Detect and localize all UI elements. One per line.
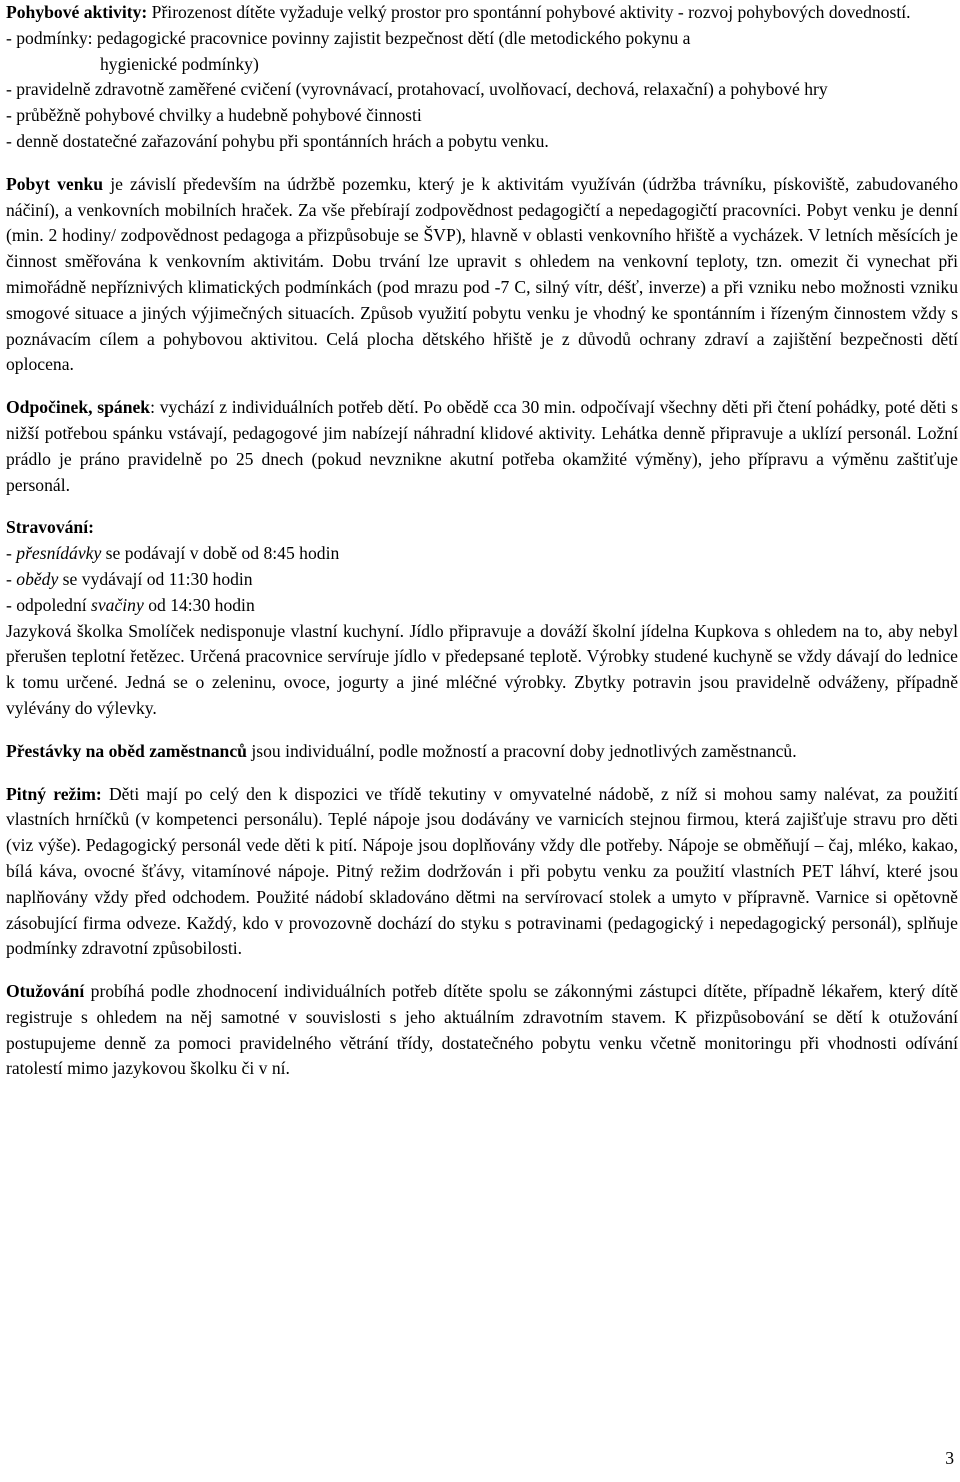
pohyb-line-4: - denně dostatečné zařazování pohybu při spontánních hrách a pobytu venku.	[6, 130, 549, 151]
strava-row-2-rest: se vydávají od 11:30 hodin	[58, 568, 253, 589]
odpocinek-heading: Odpočinek, spánek	[6, 397, 151, 418]
prestavky-paragraph	[6, 739, 958, 765]
odpocinek-paragraph	[6, 395, 958, 498]
otuzovani-paragraph	[6, 979, 958, 1082]
strava-row-1-rest: se podávají v době od 8:45 hodin	[101, 543, 340, 564]
spacer	[6, 962, 958, 979]
pobyt-heading: Pobyt venku	[6, 173, 104, 194]
spacer	[6, 722, 958, 739]
pobyt-text: je závislí především na údržbě pozemku, který je k aktivitám využíván (údržba trávníku, pískoviště, zabudovaného náčiní), a venkovních mobilních hraček. Za vše přebírají zodpovědnost pedagogičtí a nepedagogičtí pracovníci. Pobyt venku je denní (min. 2 hodiny/ zodpovědnost pedagoga a přizpůsobuje se ŠVP), hlavně v oblasti venkovního hřiště a vycházek. V letních měsících je činnost směřována k venkovním aktivitám. Dobu trvání lze upravit s ohledem na venkovní teploty, tzn. omezit či vynechat při mimořádně nepříznivých klimatických podmínkách (pod mrazu pod -7 C, silný vítr, déšť, inverze) a při vzniku nebo možnosti vzniku smogové situace a jiných výjimečných situacích. Způsob využití pobytu venku je vhodný ke spontánním i řízeným činnostem vždy s poznávacím cílem a pohybovou aktivitou. Celá plocha dětského hřiště je z důvodů ochrany zdraví a zajištění bezpečnosti dětí oplocena.	[6, 173, 959, 375]
spacer	[6, 378, 958, 395]
strava-heading: Stravování:	[6, 517, 94, 538]
prestavky-text: jsou individuální, podle možností a pracovní doby jednotlivých zaměstnanců.	[246, 740, 797, 761]
strava-row-2	[6, 567, 958, 593]
strava-row-1-em: přesnídávky	[16, 543, 102, 564]
document-page	[6, 0, 958, 1082]
strava-heading-line	[6, 515, 958, 541]
pohyb-paragraph	[6, 0, 958, 26]
strava-row-1	[6, 541, 958, 567]
strava-row-2-dash: -	[6, 568, 17, 589]
pitny-heading: Pitný režim:	[6, 783, 102, 804]
spacer	[6, 498, 958, 515]
spacer	[6, 765, 958, 782]
pohyb-line-2: - pravidelně zdravotně zaměřené cvičení (vyrovnávací, protahovací, uvolňovací, dechová, relaxační) a pohybové hry	[6, 79, 828, 100]
pitny-paragraph	[6, 782, 958, 963]
strava-row-2-em: obědy	[16, 568, 59, 589]
pohyb-line-3: - průběžně pohybové chvilky a hudebně pohybové činnosti	[6, 105, 422, 126]
pitny-text: Děti mají po celý den k dispozici ve třídě tekutiny v omyvatelné nádobě, z níž si mohou samy nalévat, za použití vlastních hrníčků (v kompetenci personálu). Teplé nápoje jsou dodávány ve varnicích stejnou firmou, která zajišťuje stravu pro děti (viz výše). Pedagogický personál vede děti k pití. Nápoje jsou doplňovány vždy dle potřeby. Nápoje se obměňují – čaj, mléko, kakao, bílá káva, ovocné šťávy, vitamínové nápoje. Pitný režim dodržován i při pobytu venku za použití vlastních PET láhví, které jsou naplňovány vždy před odchodem. Použité nádobí skladováno dětmi na servírovací stolek a umyto v přípravně. Varnice si opětovně zásobující firma odveze. Každý, kdo v provozovně dochází do styku s potravinami (pedagogický i nepedagogický personál), splňuje podmínky zdravotní způsobilosti.	[6, 783, 958, 959]
otuzovani-text: probíhá podle zhodnocení individuálních potřeb dítěte spolu se zákonnými zástupci dítěte, případně lékařem, který dítě registruje s ohledem na něj samotné v souvislosti s jeho aktuálním zdravotním stavem. K přizpůsobování se dětí k otužování postupujeme denně za pomoci pravidelného větrání třídy, dostatečného pobytu venku včetně monitoringu při vhodnosti odívání ratolestí mimo jazykovou školku či v ní.	[6, 981, 958, 1079]
spacer	[6, 155, 958, 172]
strava-row-3-rest: od 14:30 hodin	[143, 594, 255, 615]
pobyt-paragraph	[6, 172, 958, 378]
page-number: 3	[945, 1448, 954, 1468]
pohyb-intro: Přirozenost dítěte vyžaduje velký prostor pro spontánní pohybové aktivity - rozvoj pohybových dovedností.	[151, 2, 911, 22]
strava-row-1-dash: -	[6, 543, 17, 564]
odpocinek-text: : vychází z individuálních potřeb dětí. Po obědě cca 30 min. odpočívají všechny děti při čtení pohádky, poté děti s nižší potřebou spánku vstávají, pedagogové jim nabízejí náhradní klidové aktivity. Lehátka denně připravuje a uklízí personál. Ložní prádlo je práno pravidelně po 25 dnech (pokud nevznikne akutní potřeba okamžité výměny), jeho přípravu a výměnu zaštiťuje personál.	[6, 397, 958, 495]
strava-row-3	[6, 593, 958, 619]
strava-text: Jazyková školka Smolíček nedisponuje vlastní kuchyní. Jídlo připravuje a dováží školní jídelna Kupkova s ohledem na to, aby nebyl přerušen teplotní řetězec. Určená pracovnice servíruje jídlo v předepsané teplotě. Výrobky studené kuchyně se vždy dávají do lednice k tomu určené. Jedná se o zeleninu, ovoce, jogurty a jiné mléčné výrobky. Zbytky potravin jsou pravidelně odváženy, případně vylévány do výlevky.	[6, 620, 958, 718]
prestavky-heading: Přestávky na oběd zaměstnanců	[6, 740, 247, 761]
strava-row-3-em: svačiny	[91, 594, 144, 615]
otuzovani-heading: Otužování	[6, 981, 85, 1002]
pohyb-line-1b: hygienické podmínky)	[100, 53, 259, 74]
pohyb-heading: Pohybové aktivity:	[6, 2, 148, 22]
pohyb-line-1a: - podmínky: pedagogické pracovnice povinny zajistit bezpečnost dětí (dle metodického pokynu a	[6, 27, 691, 48]
strava-row-3-pre: - odpolední	[6, 594, 92, 615]
